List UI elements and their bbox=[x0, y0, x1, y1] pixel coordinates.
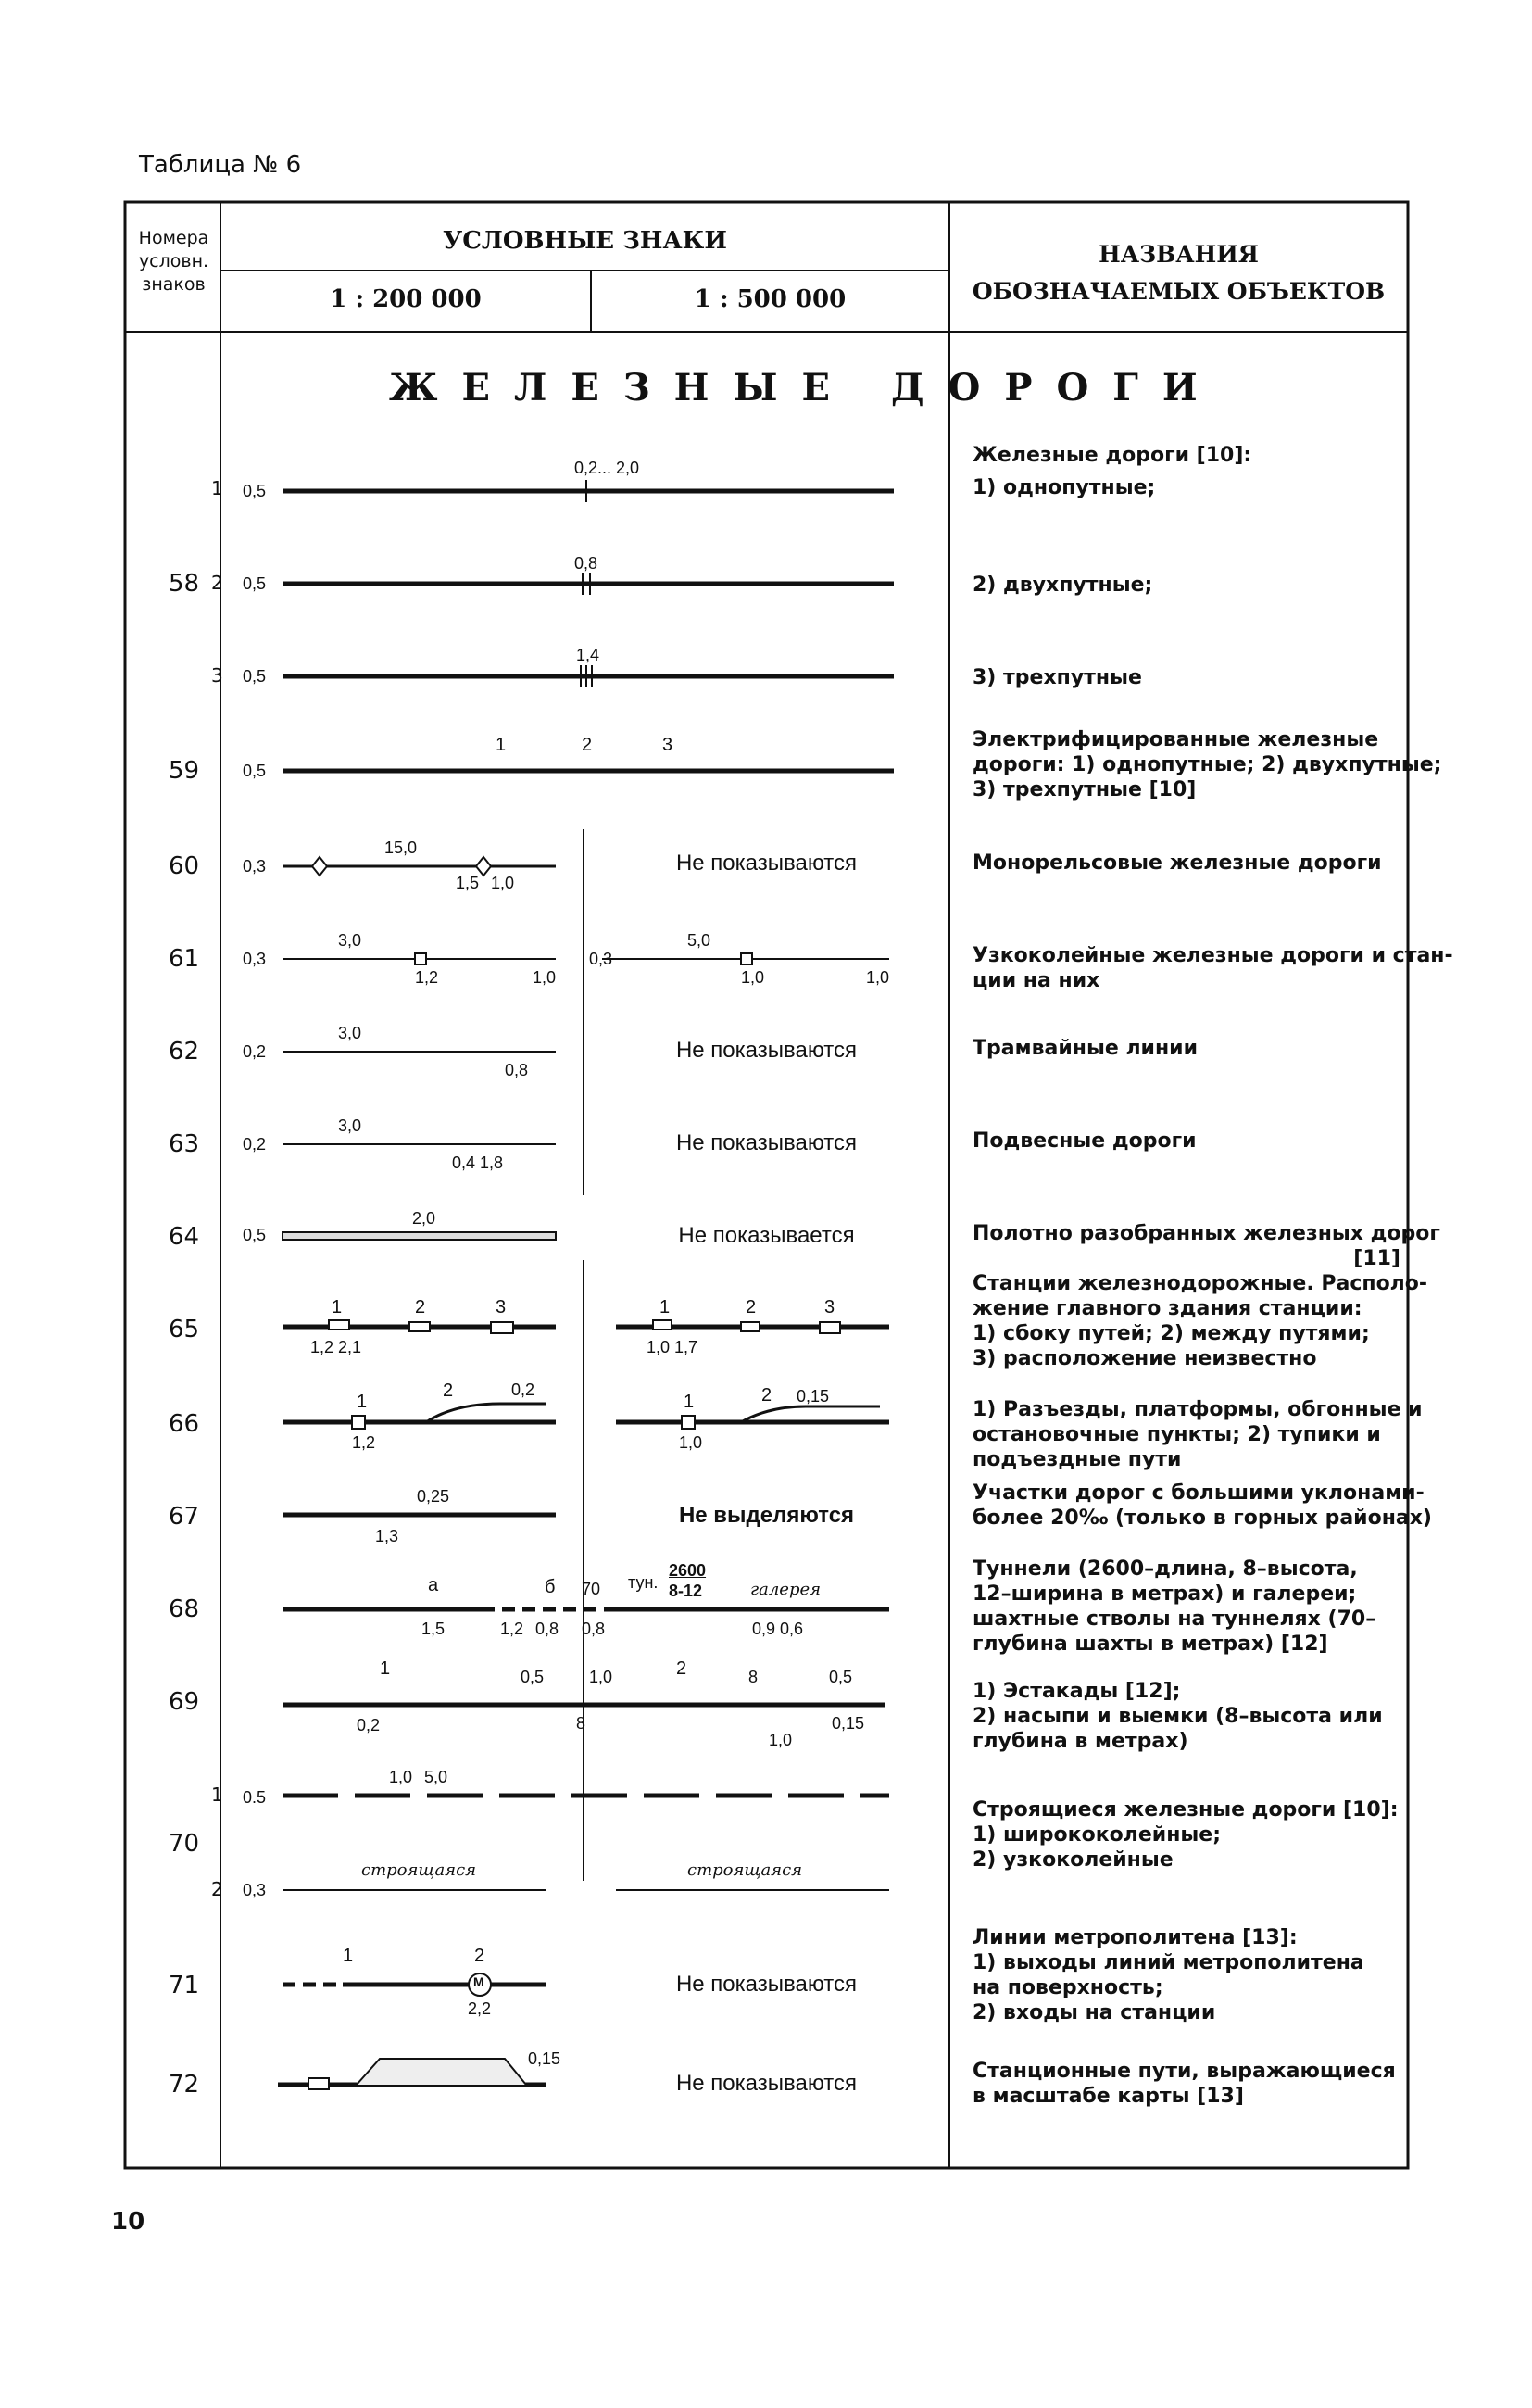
label-71-size: 2,2 bbox=[468, 1999, 492, 2018]
desc-66 bbox=[973, 1397, 1423, 1472]
desc-line: 1) однопутные; bbox=[973, 476, 1156, 499]
label-69-d: 0,2 bbox=[357, 1716, 381, 1734]
header-numbers-line1: Номера bbox=[138, 228, 209, 248]
row-num-68: 68 bbox=[169, 1595, 200, 1623]
label-63-spacing: 3,0 bbox=[338, 1116, 362, 1135]
desc-line: Станции железнодорожные. Располо- bbox=[973, 1272, 1428, 1295]
label-68-r-size: 0,9 0,6 bbox=[752, 1620, 804, 1638]
label-70-1-dash: 5,0 bbox=[424, 1768, 448, 1786]
desc-line: остановочные пункты; 2) тупики и bbox=[973, 1423, 1381, 1446]
not-shown-62: Не показываются bbox=[675, 1038, 858, 1063]
label-61-r-spacing: 5,0 bbox=[687, 931, 711, 950]
row-num-65: 65 bbox=[169, 1316, 200, 1343]
row-num-58: 58 bbox=[169, 570, 200, 598]
label-58-3-ticks: 1,4 bbox=[576, 646, 600, 664]
label-69-f: 1,0 bbox=[769, 1731, 793, 1749]
not-shown-60: Не показываются bbox=[675, 851, 858, 876]
desc-line: на поверхность; bbox=[973, 1976, 1163, 1999]
desc-68 bbox=[973, 1557, 1375, 1657]
metro-station-icon: М bbox=[473, 1974, 484, 1989]
header-names bbox=[949, 236, 1408, 310]
desc-61 bbox=[973, 943, 1453, 993]
desc-line: Узкоколейные железные дороги и стан- bbox=[973, 944, 1453, 967]
label-61-r-a: 1,0 bbox=[741, 968, 765, 987]
label-69-b: 1,0 bbox=[589, 1668, 613, 1686]
desc-line: 3) расположение неизвестно bbox=[973, 1347, 1317, 1370]
not-shown-63: Не показываются bbox=[675, 1130, 858, 1155]
desc-59 bbox=[973, 727, 1441, 802]
label-62-tick: 0,8 bbox=[505, 1061, 529, 1079]
row-num-70: 70 bbox=[169, 1830, 200, 1858]
desc-line: Строящиеся железные дороги [10]: bbox=[973, 1798, 1399, 1822]
label-68-r-tun: тун. bbox=[628, 1573, 659, 1592]
not-shown-71: Не показываются bbox=[675, 1972, 858, 1997]
row-num-71: 71 bbox=[169, 1972, 200, 1999]
label-66-r-size: 1,0 bbox=[679, 1433, 703, 1452]
label-67-arrow: 1,3 bbox=[375, 1527, 399, 1545]
desc-line: шахтные стволы на туннелях (70– bbox=[973, 1607, 1376, 1631]
row-num-66: 66 bbox=[169, 1410, 200, 1438]
desc-line: ции на них bbox=[973, 969, 1100, 992]
desc-71 bbox=[973, 1925, 1364, 2025]
label-62-spacing: 3,0 bbox=[338, 1024, 362, 1042]
label-61-r-b: 1,0 bbox=[866, 968, 890, 987]
label-70-2-width: 0,3 bbox=[243, 1881, 267, 1899]
label-68-r-gallery: галерея bbox=[750, 1580, 822, 1599]
label-72-width: 0,15 bbox=[528, 2049, 561, 2068]
label-64-spacing: 2,0 bbox=[412, 1209, 436, 1228]
desc-72 bbox=[973, 2059, 1396, 2109]
label-68-b: б bbox=[545, 1577, 556, 1597]
label-68-r-dims: 8-12 bbox=[669, 1582, 703, 1600]
label-59-3: 3 bbox=[662, 735, 673, 755]
desc-line: [11] bbox=[1353, 1247, 1400, 1270]
label-61-b: 1,0 bbox=[533, 968, 557, 987]
label-58-2-width: 0,5 bbox=[243, 574, 267, 593]
row-sub-58-3: 3 bbox=[211, 664, 223, 687]
label-66-r-1: 1 bbox=[684, 1392, 695, 1412]
desc-line: 12–ширина в метрах) и галереи; bbox=[973, 1582, 1357, 1606]
label-68-s1: 1,5 bbox=[421, 1620, 446, 1638]
label-66-1: 1 bbox=[357, 1392, 368, 1412]
label-58-1-width: 0,5 bbox=[243, 482, 267, 500]
label-65-r-1: 1 bbox=[659, 1297, 671, 1317]
desc-line: 2) насыпи и выемки (8–высота или bbox=[973, 1705, 1383, 1728]
desc-64 bbox=[973, 1221, 1440, 1271]
header-signs: УСЛОВНЫЕ ЗНАКИ bbox=[443, 227, 727, 255]
label-62-width: 0,2 bbox=[243, 1042, 267, 1061]
desc-line: 1) Разъезды, платформы, обгонные и bbox=[973, 1398, 1423, 1421]
row-num-72: 72 bbox=[169, 2071, 200, 2099]
desc-70 bbox=[973, 1797, 1399, 1872]
label-69-e: 8 bbox=[576, 1714, 586, 1733]
label-58-2-ticks: 0,8 bbox=[574, 554, 598, 573]
header-scale-2: 1 : 500 000 bbox=[694, 285, 847, 313]
desc-line: в масштабе карты [13] bbox=[973, 2085, 1244, 2108]
label-60-b: 1,0 bbox=[491, 874, 515, 892]
label-60-a: 1,5 bbox=[456, 874, 480, 892]
label-61-r-width: 0,3 bbox=[589, 950, 613, 968]
label-58-3-width: 0,5 bbox=[243, 667, 267, 686]
desc-line: 1) Эстакады [12]; bbox=[973, 1680, 1181, 1703]
label-68-r-length: 2600 bbox=[669, 1561, 707, 1580]
desc-line: подъездные пути bbox=[973, 1448, 1182, 1471]
label-65-2: 2 bbox=[415, 1297, 426, 1317]
label-71-2: 2 bbox=[474, 1946, 485, 1966]
desc-line: Полотно разобранных железных дорог bbox=[973, 1222, 1440, 1245]
desc-58-1 bbox=[973, 443, 1251, 500]
desc-63: Подвесные дороги bbox=[973, 1129, 1197, 1153]
row-sub-58-2: 2 bbox=[211, 572, 223, 594]
row-num-67: 67 bbox=[169, 1503, 200, 1531]
table-label: Таблица № 6 bbox=[139, 151, 302, 179]
desc-line: 2) входы на станции bbox=[973, 2001, 1216, 2024]
desc-line: дороги: 1) однопутные; 2) двухпутные; bbox=[973, 753, 1442, 776]
label-66-width: 0,2 bbox=[511, 1381, 535, 1399]
not-shown-67: Не выделяются bbox=[678, 1503, 855, 1528]
label-69-height: 8 bbox=[748, 1668, 759, 1686]
label-69-1: 1 bbox=[380, 1658, 391, 1679]
desc-line: Участки дорог с большими уклонами- bbox=[973, 1481, 1425, 1505]
label-69-g: 0,15 bbox=[832, 1714, 865, 1733]
label-66-2: 2 bbox=[443, 1381, 454, 1401]
label-66-size: 1,2 bbox=[352, 1433, 376, 1452]
row-num-69: 69 bbox=[169, 1688, 200, 1716]
label-65-r-2: 2 bbox=[746, 1297, 757, 1317]
label-68-s3: 0,8 bbox=[535, 1620, 559, 1638]
label-59-1: 1 bbox=[496, 735, 507, 755]
row-num-60: 60 bbox=[169, 852, 200, 880]
header-numbers bbox=[130, 227, 218, 296]
page-number: 10 bbox=[111, 2208, 145, 2236]
label-69-2: 2 bbox=[676, 1658, 687, 1679]
row-sub-70-2: 2 bbox=[211, 1878, 223, 1900]
row-num-64: 64 bbox=[169, 1223, 200, 1251]
label-59-2: 2 bbox=[582, 735, 593, 755]
label-65-r-3: 3 bbox=[824, 1297, 835, 1317]
desc-line: Линии метрополитена [13]: bbox=[973, 1926, 1298, 1949]
desc-line: Железные дороги [10]: bbox=[973, 444, 1252, 467]
label-70-2-building: строящаяся bbox=[361, 1860, 477, 1880]
row-num-62: 62 bbox=[169, 1038, 200, 1065]
section-title: ЖЕЛЕЗНЫЕ ДОРОГИ bbox=[389, 366, 1222, 410]
label-68-a: а bbox=[428, 1575, 439, 1595]
desc-line: жение главного здания станции: bbox=[973, 1297, 1362, 1320]
row-num-63: 63 bbox=[169, 1130, 200, 1158]
not-shown-64: Не показывается bbox=[678, 1223, 855, 1248]
desc-line: глубина в метрах) bbox=[973, 1730, 1188, 1753]
desc-69 bbox=[973, 1679, 1383, 1754]
label-70-1-gap: 1,0 bbox=[389, 1768, 413, 1786]
label-66-r-2: 2 bbox=[761, 1385, 772, 1406]
header-names-line2: ОБОЗНАЧАЕМЫХ ОБЪЕКТОВ bbox=[972, 278, 1386, 305]
row-num-59: 59 bbox=[169, 757, 200, 785]
label-63-dash: 0,4 1,8 bbox=[452, 1154, 504, 1172]
desc-line: 1) ширококолейные; bbox=[973, 1823, 1222, 1847]
label-63-width: 0,2 bbox=[243, 1135, 267, 1154]
label-68-s4: 0,8 bbox=[582, 1620, 606, 1638]
label-61-a: 1,2 bbox=[415, 968, 439, 987]
desc-line: Станционные пути, выражающиеся bbox=[973, 2060, 1396, 2083]
desc-60: Монорельсовые железные дороги bbox=[973, 851, 1382, 875]
row-num-61: 61 bbox=[169, 945, 200, 973]
railway-symbols bbox=[278, 480, 894, 2089]
desc-line: 2) узкоколейные bbox=[973, 1848, 1174, 1872]
label-60-width: 0,3 bbox=[243, 857, 267, 876]
label-69-a: 0,5 bbox=[521, 1668, 545, 1686]
desc-line: Электрифицированные железные bbox=[973, 728, 1379, 751]
desc-67 bbox=[973, 1481, 1432, 1531]
label-60-spacing: 15,0 bbox=[384, 838, 418, 857]
desc-65 bbox=[973, 1271, 1427, 1371]
desc-62: Трамвайные линии bbox=[973, 1037, 1198, 1060]
label-65-r-size: 1,0 1,7 bbox=[647, 1338, 698, 1356]
desc-58-2: 2) двухпутные; bbox=[973, 574, 1153, 597]
row-sub-70-1: 1 bbox=[211, 1784, 223, 1806]
desc-line: 1) выходы линий метрополитена bbox=[973, 1951, 1364, 1974]
label-65-1: 1 bbox=[332, 1297, 343, 1317]
label-68-depth: 70 bbox=[582, 1580, 601, 1598]
label-67-width: 0,25 bbox=[417, 1487, 450, 1506]
label-65-size: 1,2 2,1 bbox=[310, 1338, 362, 1356]
label-71-1: 1 bbox=[343, 1946, 354, 1966]
label-61-width: 0,3 bbox=[243, 950, 267, 968]
desc-line: более 20‰ (только в горных районах) bbox=[973, 1507, 1432, 1530]
desc-line: 1) сбоку путей; 2) между путями; bbox=[973, 1322, 1370, 1345]
label-66-r-width: 0,15 bbox=[797, 1387, 830, 1406]
label-61-spacing: 3,0 bbox=[338, 931, 362, 950]
header-numbers-line3: знаков bbox=[142, 274, 206, 295]
label-59-width: 0,5 bbox=[243, 762, 267, 780]
desc-line: глубина шахты в метрах) [12] bbox=[973, 1633, 1328, 1656]
label-68-s2: 1,2 bbox=[500, 1620, 524, 1638]
label-70-1-width: 0.5 bbox=[243, 1788, 267, 1807]
label-65-3: 3 bbox=[496, 1297, 507, 1317]
not-shown-72: Не показываются bbox=[675, 2071, 858, 2096]
header-scale-1: 1 : 200 000 bbox=[330, 285, 482, 313]
label-64-width: 0,5 bbox=[243, 1226, 267, 1244]
label-69-c: 0,5 bbox=[829, 1668, 853, 1686]
header-numbers-line2: условн. bbox=[138, 251, 209, 271]
desc-line: 3) трехпутные [10] bbox=[973, 778, 1197, 801]
label-58-1-range: 0,2... 2,0 bbox=[574, 459, 640, 477]
desc-line: Туннели (2600–длина, 8–высота, bbox=[973, 1557, 1358, 1581]
row-sub-58-1: 1 bbox=[211, 477, 223, 499]
label-70-2-r-building: строящаяся bbox=[687, 1860, 803, 1880]
desc-58-3: 3) трехпутные bbox=[973, 666, 1142, 689]
header-names-line1: НАЗВАНИЯ bbox=[1099, 241, 1259, 268]
